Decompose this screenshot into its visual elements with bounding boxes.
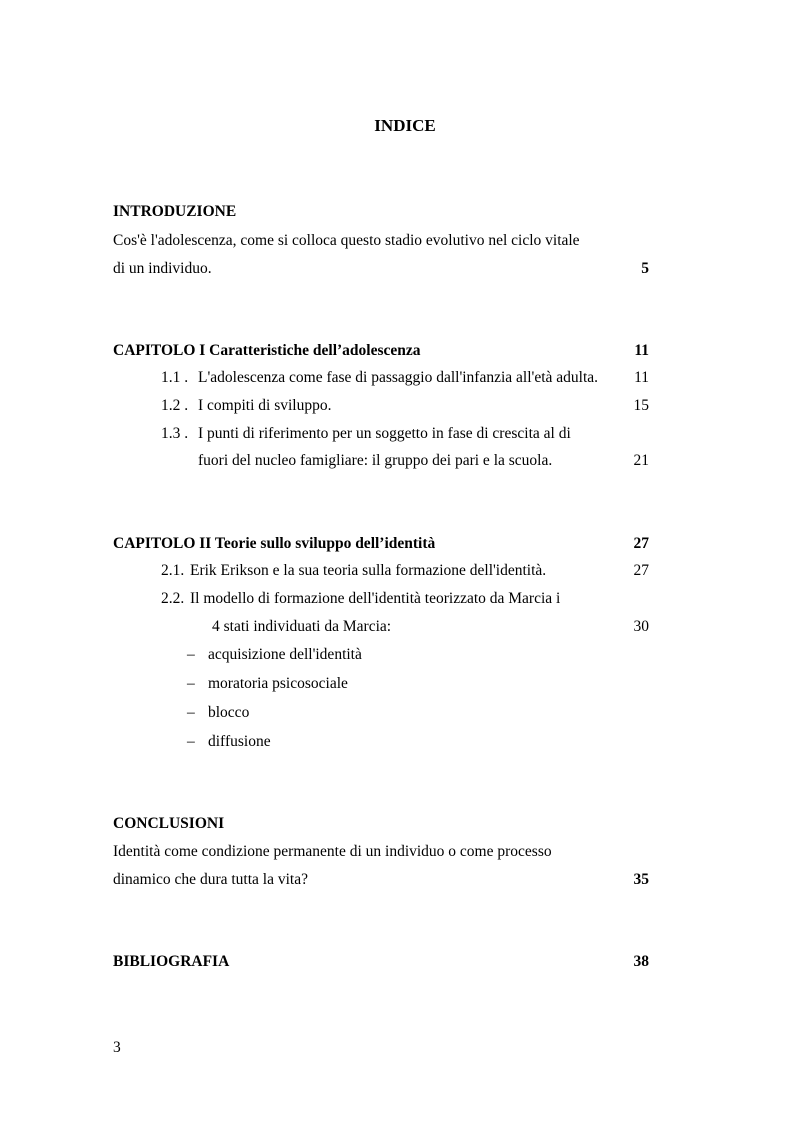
chapter2-heading: CAPITOLO II Teorie sullo sviluppo dell’identità [113,535,436,552]
intro-heading: INTRODUZIONE [113,203,237,220]
section-2-1-page: 27 [633,562,649,579]
section-1-2-number: 1.2 . [161,397,189,414]
section-1-2-title: I compiti di sviluppo. [198,397,332,414]
section-2-1-number: 2.1. [161,562,185,579]
intro-text-line2: di un individuo. [113,260,212,277]
bullet-dash: – [187,675,195,692]
chapter1-page: 11 [634,342,649,359]
page-number: 3 [113,1039,121,1056]
section-2-1-title: Erik Erikson e la sua teoria sulla formazione dell'identità. [190,562,547,579]
bibliography-heading: BIBLIOGRAFIA [113,953,230,970]
bibliography-page: 38 [633,953,649,970]
conclusions-text-line2: dinamico che dura tutta la vita? [113,871,308,888]
section-1-1-title: L'adolescenza come fase di passaggio dall'infanzia all'età adulta. [198,369,599,386]
bullet-dash: – [187,733,195,750]
section-1-1-page: 11 [634,369,649,386]
section-2-2-page: 30 [633,618,649,635]
bullet-dash: – [187,646,195,663]
bullet-moratoria: moratoria psicosociale [208,675,348,692]
bullet-acquisizione: acquisizione dell'identità [208,646,362,663]
section-2-2-title: Il modello di formazione dell'identità teorizzato da Marcia i [190,590,561,607]
page-title: INDICE [374,116,436,135]
section-2-2-number: 2.2. [161,590,185,607]
intro-page: 5 [641,260,649,277]
chapter1-heading: CAPITOLO I Caratteristiche dell’adolescenza [113,342,421,359]
conclusions-text-line1: Identità come condizione permanente di un individuo o come processo [113,843,552,860]
bullet-blocco: blocco [208,704,250,721]
section-1-3-page: 21 [633,452,649,469]
intro-text-line1: Cos'è l'adolescenza, come si colloca questo stadio evolutivo nel ciclo vitale [113,232,580,249]
bullet-dash: – [187,704,195,721]
chapter2-page: 27 [633,535,649,552]
section-1-2-page: 15 [633,397,649,414]
bullet-diffusione: diffusione [208,733,271,750]
conclusions-heading: CONCLUSIONI [113,815,225,832]
section-1-1-number: 1.1 . [161,369,189,386]
section-1-3-number: 1.3 . [161,425,189,442]
conclusions-page: 35 [633,871,649,888]
section-2-2-title-cont: 4 stati individuati da Marcia: [212,618,392,635]
section-1-3-title-cont: fuori del nucleo famigliare: il gruppo dei pari e la scuola. [198,452,553,469]
section-1-3-title: I punti di riferimento per un soggetto in fase di crescita al di [198,425,571,442]
